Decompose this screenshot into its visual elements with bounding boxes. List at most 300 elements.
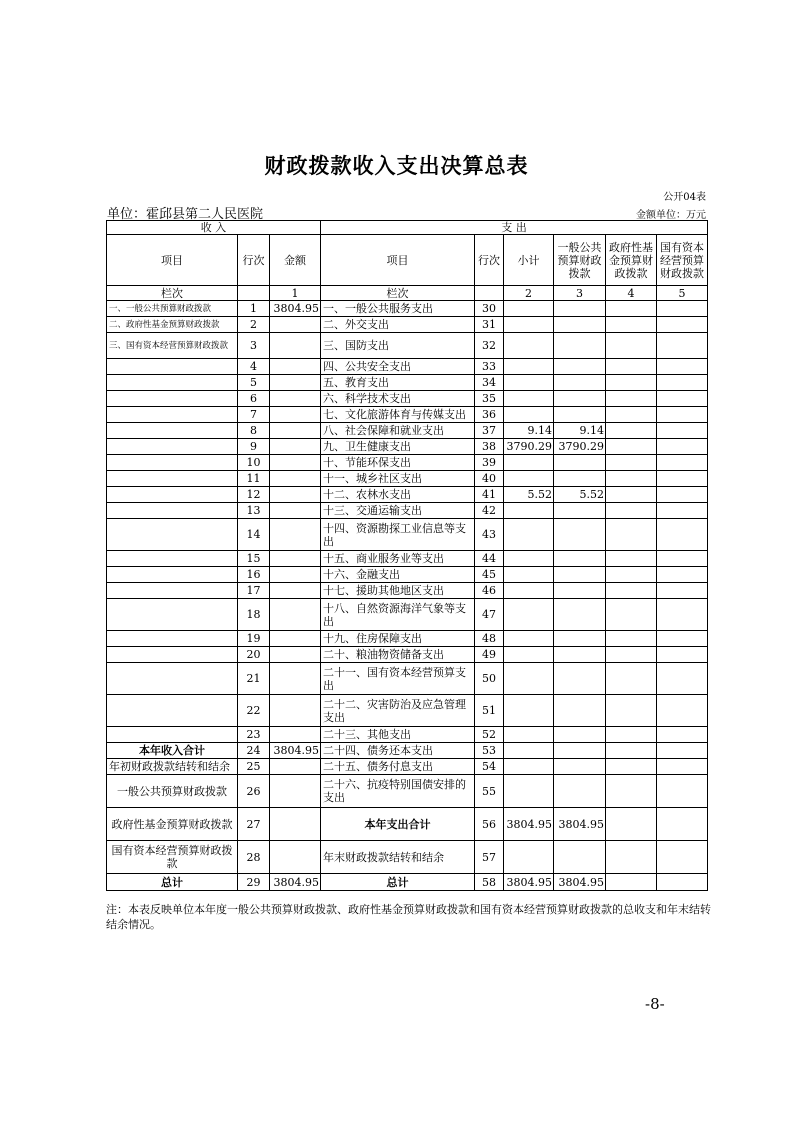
expense-general-budget — [554, 841, 606, 874]
expense-general-budget — [554, 375, 606, 391]
income-amount — [270, 375, 321, 391]
money-unit-label: 金额单位：万元 — [636, 210, 706, 221]
expense-state-capital — [657, 727, 708, 743]
expense-fund-budget — [606, 359, 657, 375]
income-row-number: 11 — [238, 471, 270, 487]
expense-item: 二十三、其他支出 — [321, 727, 475, 743]
table-row — [107, 519, 708, 551]
income-row-number: 4 — [238, 359, 270, 375]
income-item — [107, 439, 238, 455]
income-header: 收 入 — [107, 221, 321, 235]
income-amount — [270, 599, 321, 631]
income-row-number: 5 — [238, 375, 270, 391]
expense-row-number: 54 — [475, 759, 504, 775]
expense-row-number: 40 — [475, 471, 504, 487]
expense-row-number: 51 — [475, 695, 504, 727]
expense-subtotal — [504, 583, 554, 599]
expense-item: 九、卫生健康支出 — [321, 439, 475, 455]
expense-subtotal: 5.52 — [504, 487, 554, 503]
expense-general-budget — [554, 301, 606, 317]
income-item — [107, 471, 238, 487]
expense-state-capital — [657, 647, 708, 663]
expense-row-number: 33 — [475, 359, 504, 375]
income-item — [107, 727, 238, 743]
expense-general-budget — [554, 567, 606, 583]
table-row — [107, 695, 708, 727]
income-row-number: 20 — [238, 647, 270, 663]
expense-subtotal: 3804.95 — [504, 808, 554, 841]
expense-item: 总计 — [321, 874, 475, 891]
income-item: 政府性基金预算财政拨款 — [107, 808, 238, 841]
income-amount — [270, 333, 321, 359]
expense-row-number: 48 — [475, 631, 504, 647]
table-note: 注：本表反映单位本年度一般公共预算财政拨款、政府性基金预算财政拨款和国有资本经营预算财政拨款的总收支和年末结转结余情况。 — [106, 903, 711, 931]
income-amount — [270, 808, 321, 841]
income-row-number: 14 — [238, 519, 270, 551]
income-item-header: 项目 — [107, 235, 238, 286]
expense-fund-budget — [606, 407, 657, 423]
income-row-number: 21 — [238, 663, 270, 695]
income-row-number: 18 — [238, 599, 270, 631]
table-row — [107, 583, 708, 599]
table-row — [107, 631, 708, 647]
expense-state-capital — [657, 583, 708, 599]
expense-subtotal — [504, 359, 554, 375]
expense-state-capital — [657, 743, 708, 759]
expense-fund-budget — [606, 743, 657, 759]
expense-general-budget — [554, 663, 606, 695]
expense-general-budget — [554, 471, 606, 487]
expense-item: 十六、金融支出 — [321, 567, 475, 583]
empty-cell — [238, 286, 270, 301]
table-row — [107, 647, 708, 663]
income-row-number: 17 — [238, 583, 270, 599]
page-title: 财政拨款收入支出决算总表 — [264, 153, 529, 178]
income-item — [107, 359, 238, 375]
expense-row-number: 31 — [475, 317, 504, 333]
expense-general-budget — [554, 407, 606, 423]
expense-state-capital — [657, 333, 708, 359]
income-amount — [270, 503, 321, 519]
income-row-number: 23 — [238, 727, 270, 743]
expense-fund-budget — [606, 567, 657, 583]
expense-subtotal — [504, 743, 554, 759]
expense-subtotal — [504, 455, 554, 471]
income-item — [107, 551, 238, 567]
expense-state-capital — [657, 775, 708, 808]
expense-general-budget: 3804.95 — [554, 808, 606, 841]
income-row-number: 25 — [238, 759, 270, 775]
expense-state-capital — [657, 874, 708, 891]
income-amount — [270, 423, 321, 439]
expense-item: 本年支出合计 — [321, 808, 475, 841]
expense-item: 十五、商业服务业等支出 — [321, 551, 475, 567]
expense-general-budget — [554, 775, 606, 808]
table-row — [107, 375, 708, 391]
expense-fund-budget — [606, 808, 657, 841]
expense-subtotal — [504, 407, 554, 423]
expense-subtotal — [504, 567, 554, 583]
expense-fund-budget — [606, 663, 657, 695]
table-row — [107, 333, 708, 359]
expense-row-number: 49 — [475, 647, 504, 663]
income-item: 一般公共预算财政拨款 — [107, 775, 238, 808]
expense-state-capital — [657, 487, 708, 503]
expense-subtotal — [504, 503, 554, 519]
expense-item: 二十五、债务付息支出 — [321, 759, 475, 775]
expense-state-capital — [657, 631, 708, 647]
income-row-number: 9 — [238, 439, 270, 455]
income-amount: 3804.95 — [270, 874, 321, 891]
expense-fund-budget — [606, 841, 657, 874]
expense-state-capital — [657, 841, 708, 874]
expense-subtotal — [504, 759, 554, 775]
expense-row-number: 47 — [475, 599, 504, 631]
expense-item: 二十二、灾害防治及应急管理支出 — [321, 695, 475, 727]
income-item — [107, 599, 238, 631]
expense-item: 二十四、债务还本支出 — [321, 743, 475, 759]
lanci-label: 栏次 — [107, 286, 238, 301]
expense-general-budget — [554, 359, 606, 375]
expense-item: 三、国防支出 — [321, 333, 475, 359]
income-amount: 3804.95 — [270, 743, 321, 759]
income-item: 年初财政拨款结转和结余 — [107, 759, 238, 775]
expense-item: 十四、资源勘探工业信息等支出 — [321, 519, 475, 551]
income-amount — [270, 439, 321, 455]
expense-row-number: 43 — [475, 519, 504, 551]
expense-fund-budget — [606, 455, 657, 471]
table-row — [107, 487, 708, 503]
expense-fund-budget — [606, 874, 657, 891]
expense-subtotal — [504, 391, 554, 407]
income-item — [107, 375, 238, 391]
expense-subtotal — [504, 663, 554, 695]
expense-fund-budget — [606, 503, 657, 519]
expense-state-capital — [657, 439, 708, 455]
col-number: 5 — [657, 286, 708, 301]
income-rowno-header: 行次 — [238, 235, 270, 286]
expense-item: 十一、城乡社区支出 — [321, 471, 475, 487]
expense-subtotal — [504, 375, 554, 391]
income-item — [107, 631, 238, 647]
subtotal-header: 小计 — [504, 235, 554, 286]
expense-item: 十二、农林水支出 — [321, 487, 475, 503]
income-item — [107, 583, 238, 599]
expense-state-capital — [657, 301, 708, 317]
unit-label: 单位：霍邱县第二人民医院 — [107, 207, 264, 222]
income-item: 二、政府性基金预算财政拨款 — [107, 317, 238, 333]
expense-row-number: 39 — [475, 455, 504, 471]
expense-fund-budget — [606, 375, 657, 391]
expense-row-number: 58 — [475, 874, 504, 891]
table-row — [107, 808, 708, 841]
expense-row-number: 41 — [475, 487, 504, 503]
expense-fund-budget — [606, 333, 657, 359]
expense-state-capital — [657, 663, 708, 695]
expense-state-capital — [657, 359, 708, 375]
income-row-number: 27 — [238, 808, 270, 841]
expense-fund-budget — [606, 599, 657, 631]
income-row-number: 12 — [238, 487, 270, 503]
expense-item: 二十一、国有资本经营预算支出 — [321, 663, 475, 695]
expense-state-capital — [657, 567, 708, 583]
income-amount — [270, 391, 321, 407]
income-amount: 3804.95 — [270, 301, 321, 317]
state-capital-header: 国有资本经营预算财政拨款 — [657, 235, 708, 286]
expense-fund-budget — [606, 759, 657, 775]
expense-state-capital — [657, 455, 708, 471]
expense-item: 五、教育支出 — [321, 375, 475, 391]
expense-item: 十八、自然资源海洋气象等支出 — [321, 599, 475, 631]
expense-fund-budget — [606, 439, 657, 455]
expense-row-number: 35 — [475, 391, 504, 407]
expense-fund-budget — [606, 519, 657, 551]
table-row — [107, 775, 708, 808]
expense-fund-budget — [606, 317, 657, 333]
income-amount — [270, 663, 321, 695]
table-row — [107, 599, 708, 631]
expense-general-budget — [554, 743, 606, 759]
income-item — [107, 519, 238, 551]
income-amount — [270, 519, 321, 551]
table-row — [107, 503, 708, 519]
expense-state-capital — [657, 471, 708, 487]
income-amount — [270, 759, 321, 775]
expense-row-number: 30 — [475, 301, 504, 317]
expense-item: 四、公共安全支出 — [321, 359, 475, 375]
income-item: 国有资本经营预算财政拨款 — [107, 841, 238, 874]
income-amount — [270, 647, 321, 663]
income-row-number: 16 — [238, 567, 270, 583]
table-row — [107, 743, 708, 759]
expense-subtotal — [504, 695, 554, 727]
expense-fund-budget — [606, 487, 657, 503]
expense-subtotal — [504, 333, 554, 359]
income-item — [107, 391, 238, 407]
expense-row-number: 53 — [475, 743, 504, 759]
expense-row-number: 55 — [475, 775, 504, 808]
expense-general-budget: 5.52 — [554, 487, 606, 503]
expense-row-number: 37 — [475, 423, 504, 439]
expense-row-number: 57 — [475, 841, 504, 874]
expense-header: 支 出 — [321, 221, 708, 235]
income-row-number: 7 — [238, 407, 270, 423]
expense-subtotal — [504, 647, 554, 663]
expense-row-number: 38 — [475, 439, 504, 455]
expense-general-budget: 3804.95 — [554, 874, 606, 891]
expense-subtotal — [504, 519, 554, 551]
income-amount — [270, 775, 321, 808]
expense-item: 一、一般公共服务支出 — [321, 301, 475, 317]
expense-subtotal — [504, 551, 554, 567]
expense-state-capital — [657, 759, 708, 775]
expense-subtotal — [504, 775, 554, 808]
expense-general-budget — [554, 519, 606, 551]
amount-header: 金额 — [270, 235, 321, 286]
table-row — [107, 759, 708, 775]
income-row-number: 3 — [238, 333, 270, 359]
table-row — [107, 391, 708, 407]
expense-general-budget — [554, 551, 606, 567]
expense-fund-budget — [606, 727, 657, 743]
expense-general-budget — [554, 333, 606, 359]
expense-general-budget — [554, 647, 606, 663]
expense-general-budget — [554, 695, 606, 727]
expense-state-capital — [657, 407, 708, 423]
income-item: 一、一般公共预算财政拨款 — [107, 301, 238, 317]
income-amount — [270, 359, 321, 375]
expense-state-capital — [657, 317, 708, 333]
table-row — [107, 301, 708, 317]
income-row-number: 29 — [238, 874, 270, 891]
expense-state-capital — [657, 423, 708, 439]
expense-item: 六、科学技术支出 — [321, 391, 475, 407]
income-row-number: 19 — [238, 631, 270, 647]
table-row — [107, 663, 708, 695]
form-code: 公开04表 — [663, 192, 706, 203]
table-row — [107, 317, 708, 333]
expense-item: 八、社会保障和就业支出 — [321, 423, 475, 439]
expense-subtotal: 3804.95 — [504, 874, 554, 891]
expense-row-number: 56 — [475, 808, 504, 841]
expense-row-number: 50 — [475, 663, 504, 695]
expense-general-budget — [554, 317, 606, 333]
expense-item: 二、外交支出 — [321, 317, 475, 333]
income-item — [107, 567, 238, 583]
expense-state-capital — [657, 551, 708, 567]
income-amount — [270, 471, 321, 487]
expense-general-budget — [554, 455, 606, 471]
expense-state-capital — [657, 808, 708, 841]
budget-table — [106, 220, 708, 891]
expense-row-number: 46 — [475, 583, 504, 599]
income-row-number: 28 — [238, 841, 270, 874]
expense-item: 十九、住房保障支出 — [321, 631, 475, 647]
expense-fund-budget — [606, 423, 657, 439]
income-item — [107, 647, 238, 663]
expense-general-budget — [554, 599, 606, 631]
income-amount — [270, 317, 321, 333]
income-row-number: 24 — [238, 743, 270, 759]
income-item: 本年收入合计 — [107, 743, 238, 759]
col-number: 4 — [606, 286, 657, 301]
table-row — [107, 423, 708, 439]
table-row — [107, 439, 708, 455]
income-amount — [270, 487, 321, 503]
income-item — [107, 487, 238, 503]
expense-fund-budget — [606, 551, 657, 567]
expense-fund-budget — [606, 775, 657, 808]
income-item — [107, 503, 238, 519]
expense-state-capital — [657, 391, 708, 407]
income-item — [107, 423, 238, 439]
expense-state-capital — [657, 375, 708, 391]
income-amount — [270, 841, 321, 874]
expense-row-number: 42 — [475, 503, 504, 519]
expense-subtotal — [504, 599, 554, 631]
income-item: 三、国有资本经营预算财政拨款 — [107, 333, 238, 359]
income-amount — [270, 455, 321, 471]
income-row-number: 8 — [238, 423, 270, 439]
table-row — [107, 841, 708, 874]
expense-subtotal — [504, 631, 554, 647]
income-row-number: 2 — [238, 317, 270, 333]
income-item — [107, 455, 238, 471]
fund-budget-header: 政府性基金预算财政拨款 — [606, 235, 657, 286]
income-item — [107, 695, 238, 727]
expense-subtotal — [504, 471, 554, 487]
expense-row-number: 34 — [475, 375, 504, 391]
expense-state-capital — [657, 695, 708, 727]
expense-fund-budget — [606, 301, 657, 317]
empty-cell — [475, 286, 504, 301]
income-item — [107, 407, 238, 423]
income-row-number: 6 — [238, 391, 270, 407]
expense-item: 十、节能环保支出 — [321, 455, 475, 471]
expense-fund-budget — [606, 695, 657, 727]
expense-state-capital — [657, 503, 708, 519]
expense-general-budget — [554, 391, 606, 407]
expense-subtotal — [504, 841, 554, 874]
expense-state-capital — [657, 599, 708, 631]
income-amount — [270, 631, 321, 647]
income-item: 总计 — [107, 874, 238, 891]
col-number: 3 — [554, 286, 606, 301]
expense-general-budget — [554, 503, 606, 519]
table-row — [107, 359, 708, 375]
expense-item: 十七、援助其他地区支出 — [321, 583, 475, 599]
expense-row-number: 45 — [475, 567, 504, 583]
expense-item: 二十六、抗疫特别国债安排的支出 — [321, 775, 475, 808]
expense-fund-budget — [606, 631, 657, 647]
table-row — [107, 407, 708, 423]
expense-general-budget — [554, 727, 606, 743]
col-number: 1 — [270, 286, 321, 301]
expense-item-header: 项目 — [321, 235, 475, 286]
income-amount — [270, 583, 321, 599]
table-row — [107, 567, 708, 583]
table-row — [107, 471, 708, 487]
income-amount — [270, 407, 321, 423]
table-row — [107, 551, 708, 567]
table-row — [107, 874, 708, 891]
expense-general-budget — [554, 631, 606, 647]
income-item — [107, 663, 238, 695]
expense-fund-budget — [606, 647, 657, 663]
expense-general-budget: 3790.29 — [554, 439, 606, 455]
income-amount — [270, 695, 321, 727]
expense-row-number: 32 — [475, 333, 504, 359]
expense-general-budget: 9.14 — [554, 423, 606, 439]
expense-state-capital — [657, 519, 708, 551]
table-row — [107, 455, 708, 471]
expense-fund-budget — [606, 391, 657, 407]
income-row-number: 1 — [238, 301, 270, 317]
expense-subtotal — [504, 317, 554, 333]
expense-fund-budget — [606, 583, 657, 599]
income-amount — [270, 567, 321, 583]
income-amount — [270, 727, 321, 743]
expense-row-number: 44 — [475, 551, 504, 567]
expense-general-budget — [554, 759, 606, 775]
general-budget-header: 一般公共预算财政拨款 — [554, 235, 606, 286]
expense-item: 十三、交通运输支出 — [321, 503, 475, 519]
page-number: -8- — [645, 995, 665, 1013]
expense-fund-budget — [606, 471, 657, 487]
income-row-number: 10 — [238, 455, 270, 471]
income-row-number: 15 — [238, 551, 270, 567]
income-amount — [270, 551, 321, 567]
